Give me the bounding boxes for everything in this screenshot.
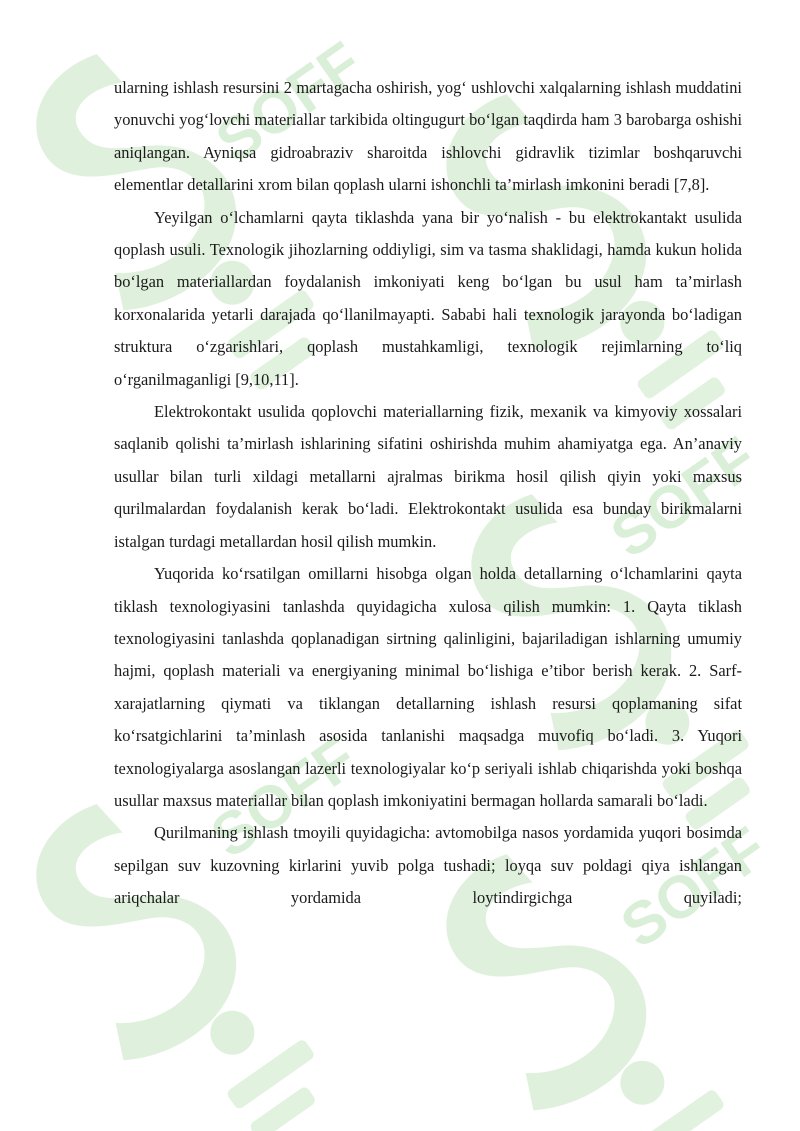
watermark-text-bottom: SOFF [199, 723, 369, 871]
paragraph-1: ularning ishlash resursini 2 martagacha oshirish, yog‘ ushlovchi xalqalarning ishlash muddatini yonuvchi yog‘lovchi materiallar tarkibida oltingugurt bo‘lgan taqdirda ham 3 barobarga oshishi aniqlangan. Ayniqsa gidroabraziv sharoitda ishlovchi gidravlik tizimlar boshqaruvchi elementlar detallarini xrom bilan qoplash ularni ishonchli ta’mirlash imkonini beradi [7,8]. [114, 78, 742, 195]
watermark-text-bottom-right: SOFF [609, 813, 779, 961]
watermark-text-mid: SOFF [599, 423, 769, 571]
paragraph-5: Qurilmaning ishlash tmoyili quyidagicha: avtomobilga nasos yordamida yuqori bosimda sepilgan suv kuzovning kirlarini yuvib polga tushadi; loyqa suv poldagi qiya ishlangan ariqchalar yordamida loytindirgichga quyiladi; [114, 823, 742, 908]
paragraph-3: Elektrokontakt usulida qoplovchi materiallarning fizik, mexanik va kimyoviy xossalari saqlanib qolishi ta’mirlash ishlarining sifatini oshirishda muhim ahamiyatga ega. An’anaviy usullar bilan turli xildagi metallarni ajralmas birikma hosil qilish qiyin yoki maxsus qurilmalardan foydalanish kerak bo‘ladi. Elektrokontakt usulida esa bunday birikmalarni istalgan turdagi metallardan hosil qilish mumkin. [114, 402, 742, 551]
paragraph-2: Yeyilgan o‘lchamlarni qayta tiklashda yana bir yo‘nalish - bu elektrokantakt usulida qoplash usuli. Texnologik jihozlarning oddiyligi, sim va tasma shaklidagi, hamda kukun holida bo‘lgan materiallardan foydalanish imkoniyati keng bo‘lgan bu usul ham ta’mirlash korxonalarida yetarli darajada qo‘llanilmayapti. Sababi hali texnologik jarayonda bo‘ladigan struktura o‘zgarishlari, qoplash mustahkamligi, texnologik rejimlarning to‘liq o‘rganilmaganligi [9,10,11]. [114, 207, 742, 389]
paragraph-4: Yuqorida ko‘rsatilgan omillarni hisobga olgan holda detallarning o‘lchamlarini qayta tiklash texnologiyasini tanlashda quyidagicha xulosa qilish mumkin: 1. Qayta tiklash texnologiyasini tanlashda qoplanadigan sirtning qalinligini, bajariladigan ishlarning umumiy hajmi, qoplash materiali va energiyaning minimal bo‘lishiga e’tibor berish kerak. 2. Sarf-xarajatlarning qiymati va tiklangan detallarning ishlash resursi qoplamaning sifat ko‘rsatgichlarini ta’minlash asosida tanlanishi maqsadga muvofiq bo‘ladi. 3. Yuqori texnologiyalarga asoslangan lazerli texnologiyalar ko‘p seriyali ishlab chiqarishda yoki boshqa usullar maxsus materiallar bilan qoplash imkoniyatini bermagan hollarda samarali bo‘ladi. [114, 564, 742, 810]
watermark-text-top: SOFF [204, 28, 374, 176]
document-body [114, 72, 742, 915]
